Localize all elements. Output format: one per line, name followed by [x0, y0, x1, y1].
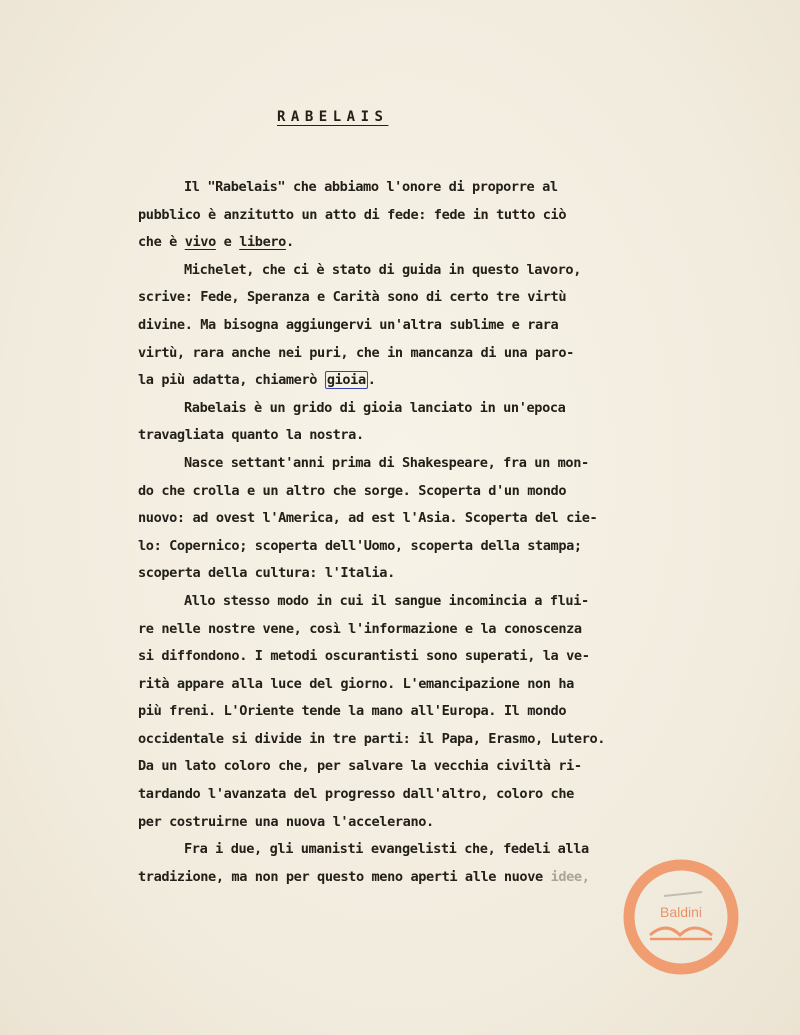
text-line: occidentale si divide in tre parti: il Papa, Erasmo, Lutero. — [138, 730, 606, 747]
text-line: più freni. L'Oriente tende la mano all'Europa. Il mondo — [138, 703, 567, 720]
text-line: Nasce settant'anni prima di Shakespeare, fra un mon- — [184, 454, 589, 471]
underlined-word-libero: libero — [239, 234, 286, 251]
text-line: Fra i due, gli umanisti evangelisti che, fedeli alla — [184, 841, 589, 858]
text-line: Il "Rabelais" che abbiamo l'onore di proporre al — [184, 179, 558, 195]
text-line: la più adatta, chiamerò gioia . — [138, 372, 376, 389]
text-line: nuovo: ad ovest l'America, ad est l'Asia. Scoperta del cie- — [138, 510, 598, 527]
text-line: lo: Copernico; scoperta dell'Uomo, scoperta della stampa; — [138, 537, 582, 554]
library-stamp — [622, 858, 740, 976]
text-line: scrive: Fede, Speranza e Carità sono di certo tre virtù — [138, 289, 567, 306]
underlined-word-vivo: vivo — [184, 234, 216, 251]
stamp-label: Baldini — [659, 904, 703, 920]
text-line: Allo stesso modo in cui il sangue incomincia a flui- — [184, 592, 589, 609]
text-line: divine. Ma bisogna aggiungervi un'altra sublime e rara — [138, 316, 559, 333]
text-line: Rabelais è un grido di gioia lanciato in un'epoca — [184, 399, 566, 416]
text-line: che è vivo e libero. — [138, 234, 294, 251]
text-line: Da un lato coloro che, per salvare la vecchia civiltà ri- — [138, 758, 582, 775]
text-line: re nelle nostre vene, così l'informazione e la conoscenza — [138, 620, 582, 637]
text-line: virtù, rara anche nei puri, che in mancanza di una paro- — [138, 344, 574, 361]
text-line: tradizione, ma non per questo meno aperti alle nuove idee, — [138, 868, 590, 885]
text-line: do che crolla e un altro che sorge. Scoperta d'un mondo — [138, 482, 567, 499]
text-line: rità appare alla luce del giorno. L'emancipazione non ha — [138, 675, 574, 692]
body-text — [138, 174, 718, 891]
text-line: scoperta della cultura: l'Italia. — [138, 565, 395, 582]
text-line: pubblico è anzitutto un atto di fede: fede in tutto ciò — [138, 206, 567, 223]
text-line: Michelet, che ci è stato di guida in questo lavoro, — [184, 261, 581, 278]
text-line: si diffondono. I metodi oscurantisti sono superati, la ve- — [138, 648, 590, 665]
text-line: tardando l'avanzata del progresso dall'altro, coloro che — [138, 786, 574, 803]
text-line: travagliata quanto la nostra. — [138, 427, 364, 444]
boxed-word-gioia: gioia — [326, 372, 366, 389]
page-title: RABELAIS — [277, 109, 389, 125]
text-line: per costruirne una nuova l'accelerano. — [138, 813, 434, 830]
